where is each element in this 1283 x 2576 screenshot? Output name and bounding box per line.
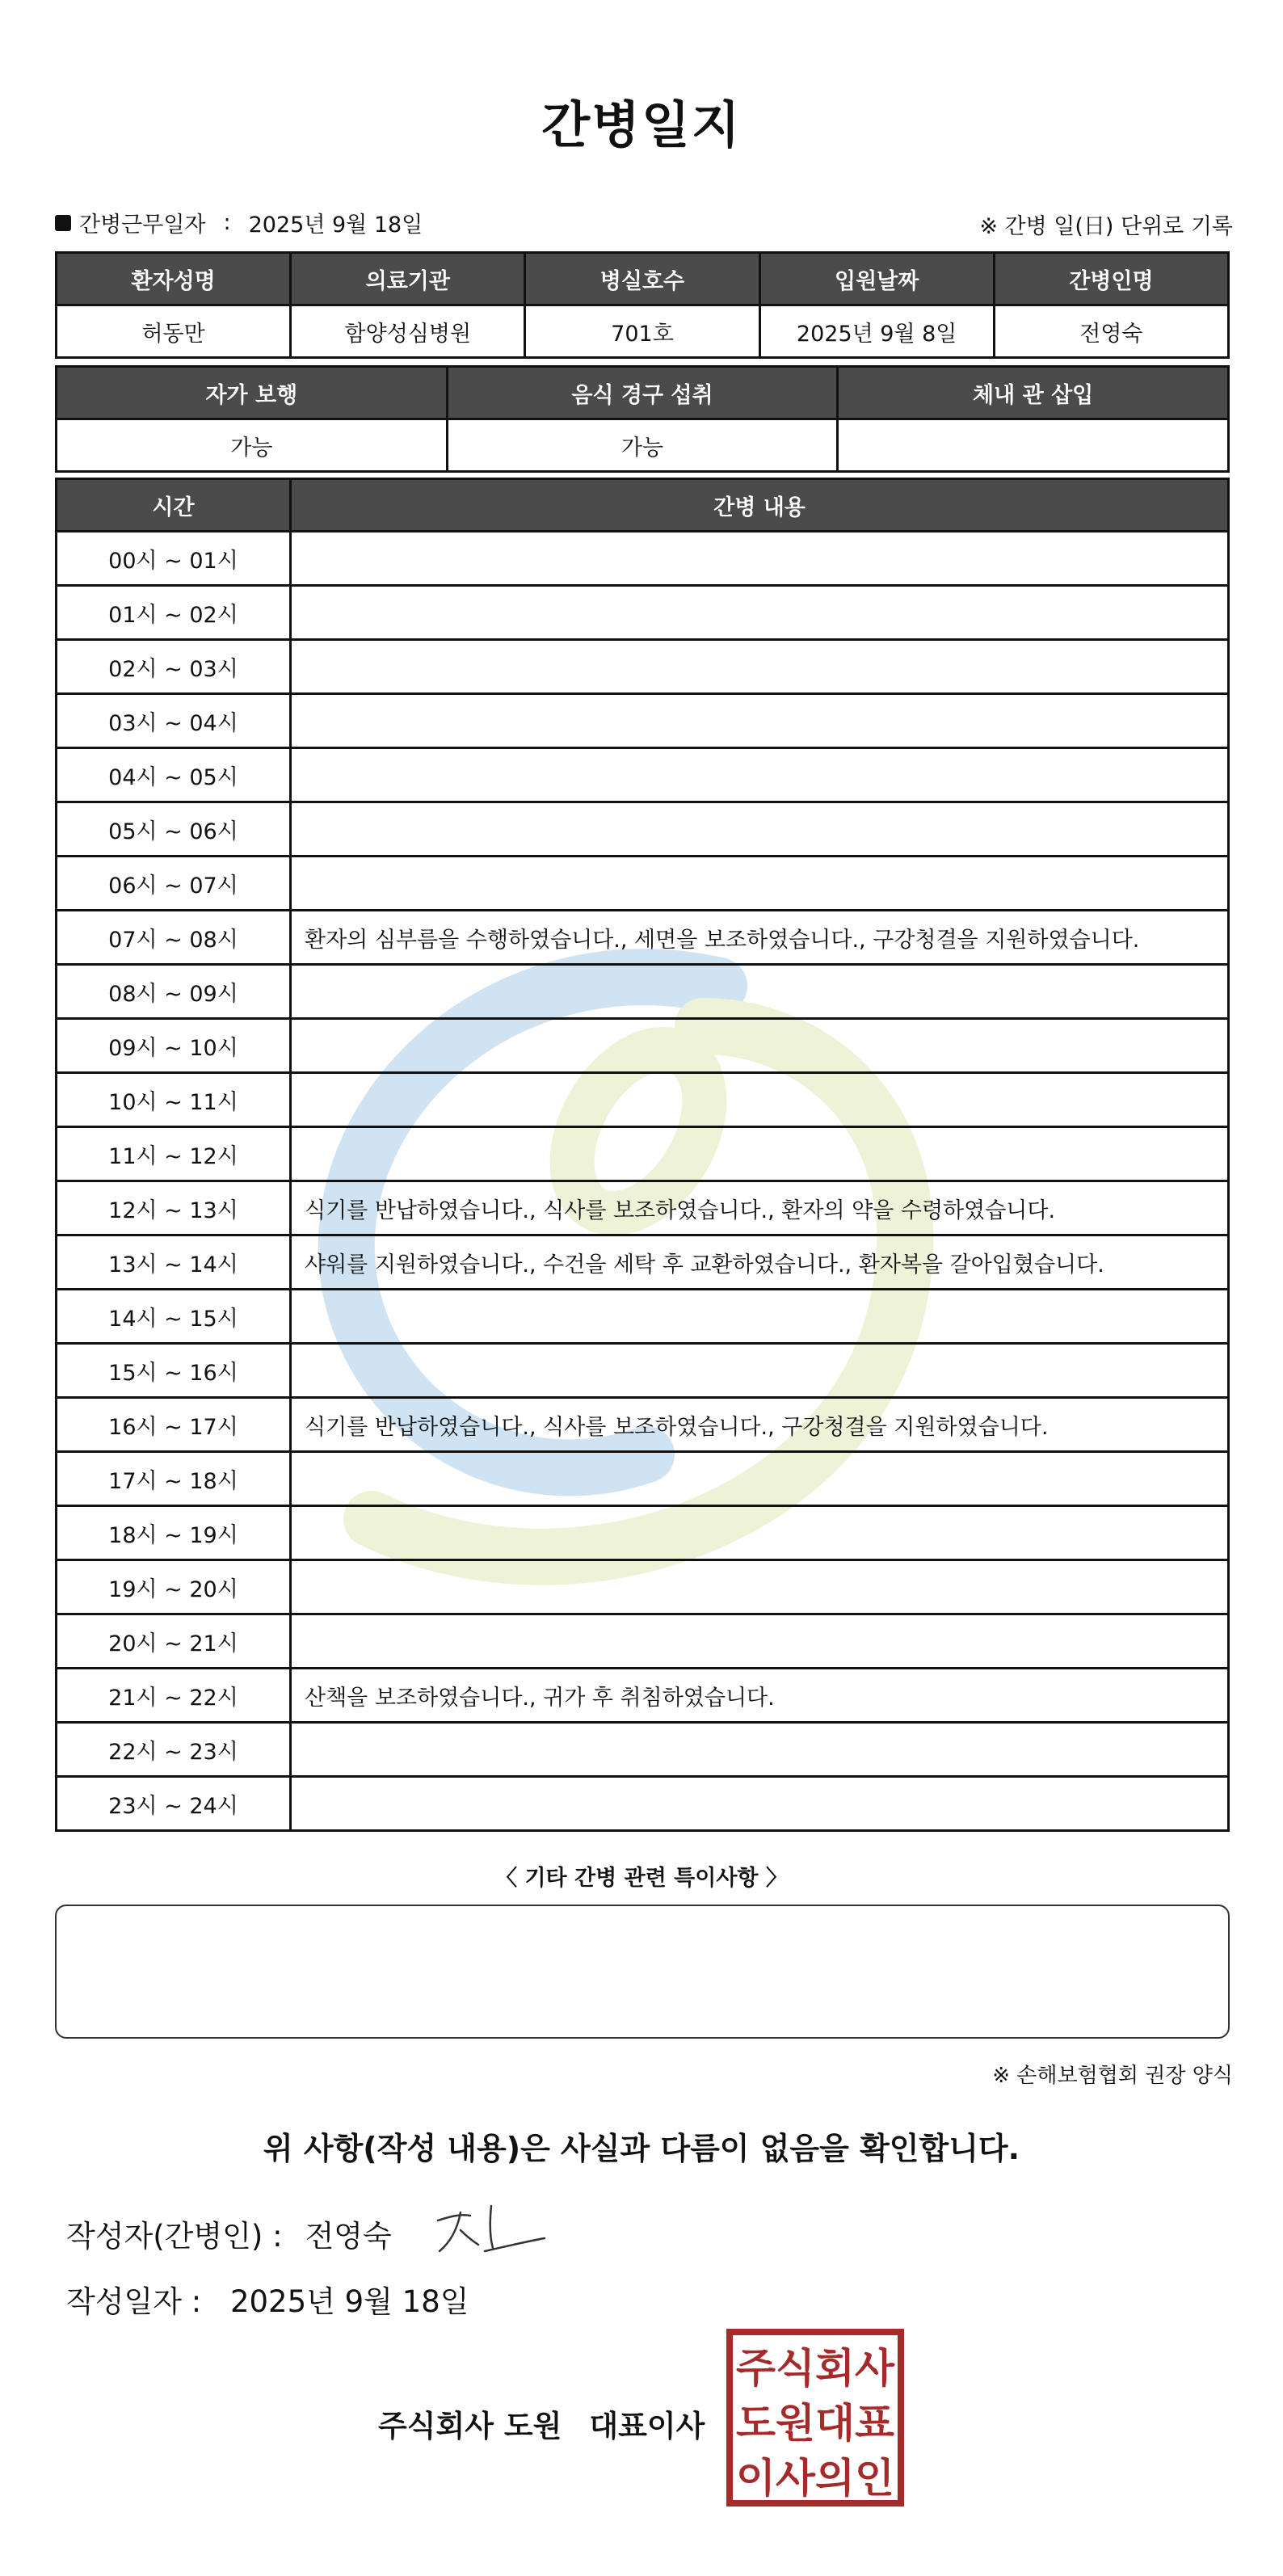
company-signature-line xyxy=(378,2401,705,2445)
time-slot: 14시 ~ 15시 xyxy=(57,1290,291,1344)
time-slot: 20시 ~ 21시 xyxy=(57,1614,291,1669)
table-row xyxy=(57,911,1229,965)
time-slot: 15시 ~ 16시 xyxy=(57,1344,291,1398)
table-row xyxy=(57,857,1229,911)
care-content xyxy=(291,1614,1229,1669)
care-content xyxy=(291,857,1229,911)
table-row xyxy=(57,802,1229,857)
hospital-name: 함양성심병원 xyxy=(291,305,525,358)
notes-box xyxy=(55,1905,1230,2039)
table-row xyxy=(57,1723,1229,1777)
company-representative: 대표이사 xyxy=(589,2409,705,2443)
table-row xyxy=(57,1181,1229,1235)
table-row xyxy=(57,1452,1229,1506)
time-slot: 02시 ~ 03시 xyxy=(57,640,291,694)
header-patient-name: 환자성명 xyxy=(57,253,291,305)
time-slot: 04시 ~ 05시 xyxy=(57,748,291,802)
table-row xyxy=(57,1398,1229,1452)
writer-line xyxy=(66,2212,392,2255)
table-row xyxy=(57,1777,1229,1831)
care-content xyxy=(291,1019,1229,1073)
header-caregiver: 간병인명 xyxy=(994,253,1228,305)
time-slot: 11시 ~ 12시 xyxy=(57,1127,291,1181)
time-slot: 06시 ~ 07시 xyxy=(57,857,291,911)
table-row xyxy=(57,1669,1229,1723)
time-slot: 08시 ~ 09시 xyxy=(57,965,291,1019)
writer-label: 작성자(간병인) : xyxy=(66,2219,283,2254)
header-room: 병실호수 xyxy=(525,253,759,305)
care-content: 식기를 반납하였습니다., 식사를 보조하였습니다., 환자의 약을 수령하였습니다. xyxy=(291,1181,1229,1235)
time-slot: 09시 ~ 10시 xyxy=(57,1019,291,1073)
table-row xyxy=(57,748,1229,802)
care-content xyxy=(291,640,1229,694)
time-slot: 13시 ~ 14시 xyxy=(57,1235,291,1290)
seal-line-1: 주식회사 xyxy=(736,2345,895,2392)
care-content xyxy=(291,1560,1229,1614)
care-content xyxy=(291,748,1229,802)
table-row xyxy=(57,965,1229,1019)
unit-note: ※ 간병 일(日) 단위로 기록 xyxy=(979,214,1233,239)
log-table-body xyxy=(57,532,1229,1831)
care-content: 산책을 보조하였습니다., 귀가 후 취침하였습니다. xyxy=(291,1669,1229,1723)
form-source-note: ※ 손해보험협회 권장 양식 xyxy=(992,2064,1233,2088)
care-content xyxy=(291,1506,1229,1560)
table-row xyxy=(57,532,1229,586)
time-slot: 05시 ~ 06시 xyxy=(57,802,291,857)
patient-info-value-row xyxy=(57,305,1229,358)
work-date-line xyxy=(55,207,423,238)
patient-info-table xyxy=(55,251,1230,359)
work-date-separator: : xyxy=(223,210,231,235)
time-slot: 17시 ~ 18시 xyxy=(57,1452,291,1506)
patient-name: 허동만 xyxy=(57,305,291,358)
work-date-value: 2025년 9월 18일 xyxy=(248,213,423,238)
writer-name: 전영숙 xyxy=(305,2219,392,2254)
time-slot: 18시 ~ 19시 xyxy=(57,1506,291,1560)
write-date-line xyxy=(66,2277,469,2321)
header-admission-date: 입원날짜 xyxy=(759,253,994,305)
time-slot: 10시 ~ 11시 xyxy=(57,1073,291,1127)
patient-info-header-row xyxy=(57,253,1229,305)
care-content xyxy=(291,1290,1229,1344)
document-title: 간병일지 xyxy=(541,95,742,154)
tube-insertion-value xyxy=(838,419,1229,472)
time-slot: 03시 ~ 04시 xyxy=(57,694,291,748)
care-content xyxy=(291,1452,1229,1506)
care-content: 환자의 심부름을 수행하였습니다., 세면을 보조하였습니다., 구강청결을 지원하였습니다. xyxy=(291,911,1229,965)
care-content xyxy=(291,1723,1229,1777)
confirmation-statement: 위 사항(작성 내용)은 사실과 다름이 없음을 확인합니다. xyxy=(263,2131,1020,2166)
status-value-row xyxy=(57,419,1229,472)
table-row xyxy=(57,694,1229,748)
table-row xyxy=(57,1506,1229,1560)
write-date-label: 작성일자 : xyxy=(66,2284,202,2319)
header-self-walking: 자가 보행 xyxy=(57,367,448,419)
header-time: 시간 xyxy=(57,479,291,532)
caregiver-name: 전영숙 xyxy=(994,305,1228,358)
table-row xyxy=(57,1614,1229,1669)
admission-date: 2025년 9월 8일 xyxy=(759,305,994,358)
care-content: 샤워를 지원하였습니다., 수건을 세탁 후 교환하였습니다., 환자복을 갈아입혔습니다. xyxy=(291,1235,1229,1290)
table-row xyxy=(57,1344,1229,1398)
care-content xyxy=(291,532,1229,586)
patient-status-table xyxy=(55,365,1230,473)
bullet-square-icon xyxy=(55,215,71,231)
care-content xyxy=(291,802,1229,857)
oral-intake-value: 가능 xyxy=(447,419,838,472)
table-row xyxy=(57,1560,1229,1614)
care-content xyxy=(291,1777,1229,1831)
time-slot: 16시 ~ 17시 xyxy=(57,1398,291,1452)
care-content xyxy=(291,965,1229,1019)
time-slot: 21시 ~ 22시 xyxy=(57,1669,291,1723)
notes-title: 〈 기타 간병 관련 특이사항 〉 xyxy=(495,1866,788,1891)
seal-line-3: 이사의인 xyxy=(736,2455,894,2502)
table-row xyxy=(57,1235,1229,1290)
care-content xyxy=(291,1073,1229,1127)
room-number: 701호 xyxy=(525,305,759,358)
header-hospital: 의료기관 xyxy=(291,253,525,305)
time-slot: 00시 ~ 01시 xyxy=(57,532,291,586)
log-header-row xyxy=(57,479,1229,532)
table-row xyxy=(57,640,1229,694)
care-content xyxy=(291,586,1229,640)
time-slot: 01시 ~ 02시 xyxy=(57,586,291,640)
time-slot: 12시 ~ 13시 xyxy=(57,1181,291,1235)
company-seal-stamp xyxy=(725,2327,906,2508)
seal-line-2: 도원대표 xyxy=(736,2400,895,2447)
table-row xyxy=(57,1073,1229,1127)
time-slot: 22시 ~ 23시 xyxy=(57,1723,291,1777)
self-walking-value: 가능 xyxy=(57,419,448,472)
table-row xyxy=(57,1290,1229,1344)
work-date-label: 간병근무일자 xyxy=(79,213,206,238)
time-slot: 07시 ~ 08시 xyxy=(57,911,291,965)
care-content xyxy=(291,1344,1229,1398)
care-content xyxy=(291,1127,1229,1181)
care-content xyxy=(291,694,1229,748)
header-oral-intake: 음식 경구 섭취 xyxy=(447,367,838,419)
table-row xyxy=(57,1127,1229,1181)
time-slot: 23시 ~ 24시 xyxy=(57,1777,291,1831)
table-row xyxy=(57,1019,1229,1073)
table-row xyxy=(57,586,1229,640)
header-care-content: 간병 내용 xyxy=(291,479,1229,532)
write-date-value: 2025년 9월 18일 xyxy=(229,2284,469,2319)
care-content: 식기를 반납하였습니다., 식사를 보조하였습니다., 구강청결을 지원하였습니다. xyxy=(291,1398,1229,1452)
status-header-row xyxy=(57,367,1229,419)
time-slot: 19시 ~ 20시 xyxy=(57,1560,291,1614)
header-tube-insertion: 체내 관 삽입 xyxy=(838,367,1229,419)
hourly-log-table xyxy=(55,478,1230,1832)
handwritten-signature xyxy=(428,2198,549,2262)
company-name: 주식회사 도원 xyxy=(378,2409,562,2443)
